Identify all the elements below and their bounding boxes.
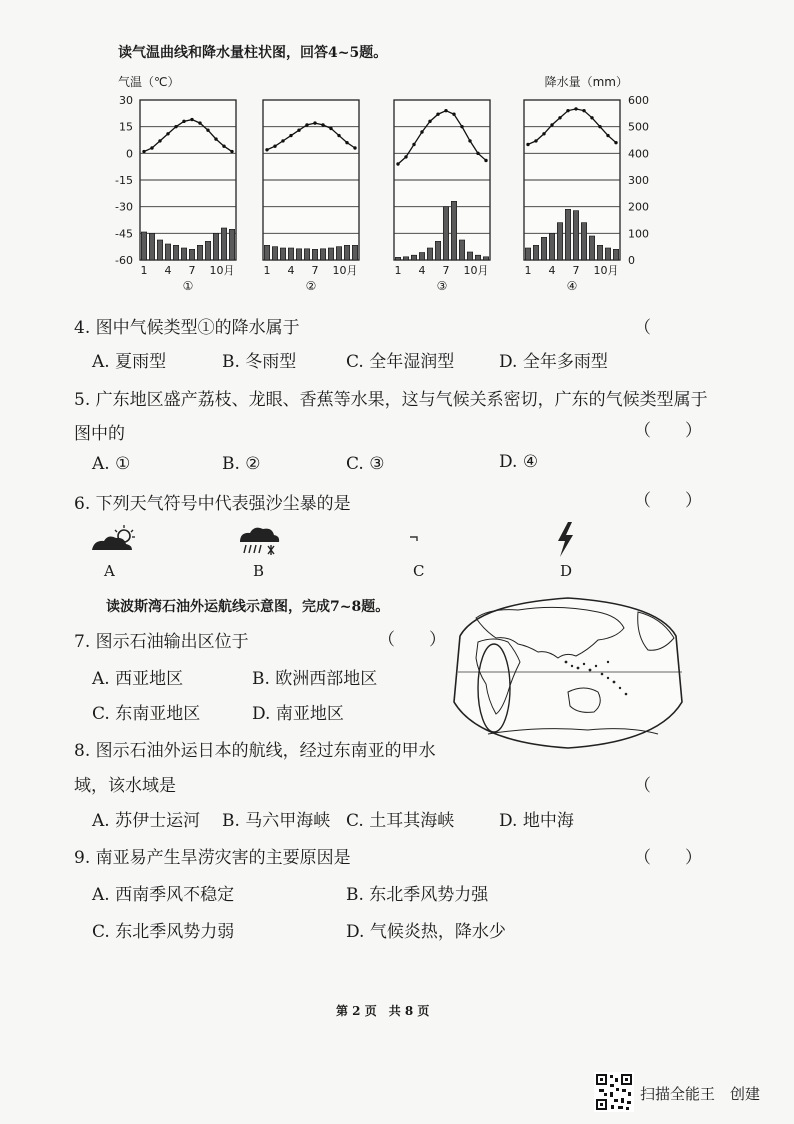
precip-bar [565, 209, 570, 260]
temperature-point [590, 116, 593, 119]
temperature-point [166, 132, 169, 135]
q8-answer-paren[interactable]: （ [634, 776, 651, 796]
temperature-point [321, 123, 324, 126]
precip-tick-label: 100 [628, 227, 649, 241]
temperature-point [484, 159, 487, 162]
temperature-point [574, 107, 577, 110]
precip-bar [475, 255, 480, 260]
precip-bar [205, 241, 210, 260]
month-tick-label: 10月 [209, 264, 235, 277]
q4-stem: 4. 图中气候类型①的降水属于 [74, 318, 300, 338]
precip-bar [581, 223, 586, 260]
precip-bar [605, 248, 610, 260]
q4-option-d[interactable]: D. 全年多雨型 [499, 352, 608, 372]
temperature-point [428, 120, 431, 123]
temperature-point [198, 121, 201, 124]
precip-bar [427, 248, 432, 260]
precip-bar [304, 249, 309, 260]
q8-option-b[interactable]: B. 马六甲海峡 [222, 811, 331, 831]
temperature-axis-title: 气温（℃） [118, 75, 180, 89]
precip-bar [229, 229, 234, 260]
q9-answer-paren[interactable]: （ ） [634, 848, 702, 868]
temp-tick-label: -45 [115, 227, 133, 241]
precip-bar [213, 233, 218, 260]
precip-bar [435, 241, 440, 260]
lightning-icon[interactable] [553, 520, 577, 560]
month-tick-label: 7 [311, 264, 319, 277]
q5-stem-line2: 图中的 [74, 424, 125, 444]
precip-bar [157, 240, 162, 260]
precip-bar [483, 257, 488, 260]
q8-option-d[interactable]: D. 地中海 [499, 811, 574, 831]
temperature-point [526, 143, 529, 146]
q9-option-a[interactable]: A. 西南季风不稳定 [92, 885, 235, 905]
precip-bar [344, 245, 349, 260]
month-tick-label: 7 [442, 264, 450, 277]
scanner-credit: 扫描全能王 创建 [640, 1085, 761, 1103]
precip-bar [264, 245, 269, 260]
precip-tick-label: 300 [628, 174, 649, 187]
temperature-point [150, 146, 153, 149]
q5-option-d[interactable]: D. ④ [499, 452, 539, 472]
precip-bar [597, 245, 602, 260]
temperature-point [598, 125, 601, 128]
precip-bar [141, 232, 146, 260]
precip-bar [557, 223, 562, 260]
q9-option-b[interactable]: B. 东北季风势力强 [346, 885, 489, 905]
q7-option-b[interactable]: B. 欧洲西部地区 [252, 669, 378, 689]
temperature-point [190, 118, 193, 121]
precip-bar [272, 247, 277, 260]
temperature-point [206, 129, 209, 132]
q6-stem: 6. 下列天气符号中代表强沙尘暴的是 [74, 494, 351, 514]
temperature-point [273, 145, 276, 148]
q6-label-d: D [560, 562, 573, 580]
precip-tick-label: 500 [628, 120, 649, 134]
precip-bar [189, 249, 194, 260]
month-tick-label: 1 [140, 264, 148, 277]
month-tick-label: 10月 [463, 264, 489, 277]
temperature-point [420, 130, 423, 133]
q5-stem-line1: 5. 广东地区盛产荔枝、龙眼、香蕉等水果，这与气候关系密切，广东的气候类型属于 [74, 390, 708, 410]
q7-option-a[interactable]: A. 西亚地区 [92, 669, 184, 689]
precip-bar [165, 244, 170, 260]
q6-label-c: C [413, 562, 425, 580]
partly-cloudy-icon[interactable] [88, 522, 140, 556]
page-footer: 第 2 页 共 8 页 [336, 1004, 430, 1018]
temp-tick-label: -60 [115, 254, 133, 267]
month-tick-label: 1 [524, 264, 532, 277]
temperature-point [396, 162, 399, 165]
temperature-point [476, 152, 479, 155]
climate-charts [100, 70, 660, 300]
month-tick-label: 7 [572, 264, 580, 277]
precip-bar [173, 245, 178, 260]
month-tick-label: 1 [394, 264, 402, 277]
temp-tick-label: -15 [115, 174, 133, 187]
temperature-point [582, 109, 585, 112]
temperature-point [566, 109, 569, 112]
precipitation-axis-title: 降水量（mm） [544, 75, 628, 89]
sandstorm-symbol-icon[interactable] [408, 534, 422, 544]
world-map [448, 592, 688, 752]
temperature-point [614, 141, 617, 144]
q4-option-c[interactable]: C. 全年湿润型 [346, 352, 455, 372]
temperature-point [558, 116, 561, 119]
q8-stem-line1: 8. 图示石油外运日本的航线，经过东南亚的甲水 [74, 741, 436, 761]
precip-bar [197, 245, 202, 260]
temperature-point [542, 132, 545, 135]
temp-tick-label: 15 [119, 120, 133, 134]
precip-tick-label: 600 [628, 94, 649, 107]
precip-bar [533, 245, 538, 260]
temperature-point [353, 146, 356, 149]
temperature-point [281, 139, 284, 142]
q5-answer-paren[interactable]: （ ） [634, 421, 702, 441]
precip-tick-label: 0 [628, 254, 635, 267]
temperature-point [222, 145, 225, 148]
month-tick-label: 1 [263, 264, 271, 277]
precip-bar [459, 240, 464, 260]
precip-bar [525, 248, 530, 260]
temperature-point [313, 121, 316, 124]
temperature-point [468, 139, 471, 142]
precip-bar [221, 228, 226, 260]
precip-tick-label: 400 [628, 147, 649, 161]
chart-panel-label: ③ [436, 279, 448, 293]
q8-stem-line2: 域，该水域是 [74, 776, 176, 796]
chart-panel-label: ① [182, 279, 194, 293]
precip-bar [296, 249, 301, 260]
temperature-point [305, 123, 308, 126]
temperature-point [606, 134, 609, 137]
temperature-point [230, 150, 233, 153]
precip-bar [549, 233, 554, 260]
precip-bar [352, 245, 357, 260]
precip-bar [613, 249, 618, 260]
q5-option-b[interactable]: B. ② [222, 454, 261, 474]
q6-label-a: A [104, 562, 115, 580]
temperature-point [444, 109, 447, 112]
precip-bar [320, 249, 325, 260]
q4-answer-paren[interactable]: （ [634, 318, 651, 338]
precip-bar [149, 233, 154, 260]
precip-bar [451, 201, 456, 260]
month-tick-label: 4 [164, 264, 172, 277]
precip-bar [312, 249, 317, 260]
temp-tick-label: -30 [115, 200, 133, 214]
q7-answer-paren[interactable]: （ ） [378, 630, 446, 650]
precip-bar [467, 252, 472, 260]
oil-intro: 读波斯湾石油外运航线示意图，完成7~8题。 [106, 599, 390, 615]
temperature-point [534, 139, 537, 142]
month-tick-label: 4 [418, 264, 426, 277]
q8-option-a[interactable]: A. 苏伊士运河 [92, 811, 201, 831]
rain-snow-cloud-icon[interactable] [236, 522, 282, 558]
chart-panel-label: ④ [566, 279, 578, 293]
temperature-point [452, 113, 455, 116]
precip-bar [288, 248, 293, 260]
q7-option-c[interactable]: C. 东南亚地区 [92, 704, 201, 724]
q5-option-a[interactable]: A. ① [92, 454, 131, 474]
precip-bar [328, 248, 333, 260]
temperature-point [412, 143, 415, 146]
q7-option-d[interactable]: D. 南亚地区 [252, 704, 344, 724]
precip-bar [419, 253, 424, 260]
q7-stem: 7. 图示石油输出区位于 [74, 632, 249, 652]
temperature-point [142, 150, 145, 153]
temperature-point [550, 123, 553, 126]
q4-option-a[interactable]: A. 夏雨型 [92, 352, 167, 372]
temperature-point [174, 125, 177, 128]
temperature-point [297, 129, 300, 132]
precip-bar [589, 236, 594, 260]
temperature-point [460, 125, 463, 128]
temperature-point [289, 134, 292, 137]
temperature-point [337, 134, 340, 137]
precip-bar [573, 211, 578, 260]
month-tick-label: 7 [188, 264, 196, 277]
temperature-point [436, 113, 439, 116]
precip-bar [541, 237, 546, 260]
precip-bar [443, 207, 448, 260]
temperature-point [265, 148, 268, 151]
qr-code-icon [594, 1072, 634, 1112]
temperature-point [214, 137, 217, 140]
climate-intro: 读气温曲线和降水量柱状图，回答4~5题。 [118, 45, 388, 61]
precip-bar [280, 248, 285, 260]
month-tick-label: 10月 [332, 264, 358, 277]
q9-option-c[interactable]: C. 东北季风势力弱 [92, 922, 235, 942]
temperature-point [329, 127, 332, 130]
q5-option-c[interactable]: C. ③ [346, 454, 385, 474]
precip-bar [181, 248, 186, 260]
precip-bar [395, 257, 400, 260]
q9-option-d[interactable]: D. 气候炎热，降水少 [346, 922, 506, 942]
q4-option-b[interactable]: B. 冬雨型 [222, 352, 297, 372]
month-tick-label: 10月 [593, 264, 619, 277]
q6-label-b: B [253, 562, 265, 580]
temp-tick-label: 0 [126, 147, 133, 161]
precip-bar [336, 247, 341, 260]
precip-bar [403, 257, 408, 260]
temp-tick-label: 30 [119, 94, 133, 107]
month-tick-label: 4 [287, 264, 295, 277]
temperature-point [404, 155, 407, 158]
temperature-point [182, 120, 185, 123]
q6-answer-paren[interactable]: （ ） [634, 491, 702, 511]
chart-panel-label: ② [305, 279, 317, 293]
temperature-point [158, 139, 161, 142]
q9-stem: 9. 南亚易产生旱涝灾害的主要原因是 [74, 848, 351, 868]
precip-tick-label: 200 [628, 200, 649, 214]
temperature-point [345, 141, 348, 144]
q8-option-c[interactable]: C. 土耳其海峡 [346, 811, 455, 831]
month-tick-label: 4 [548, 264, 556, 277]
precip-bar [411, 255, 416, 260]
